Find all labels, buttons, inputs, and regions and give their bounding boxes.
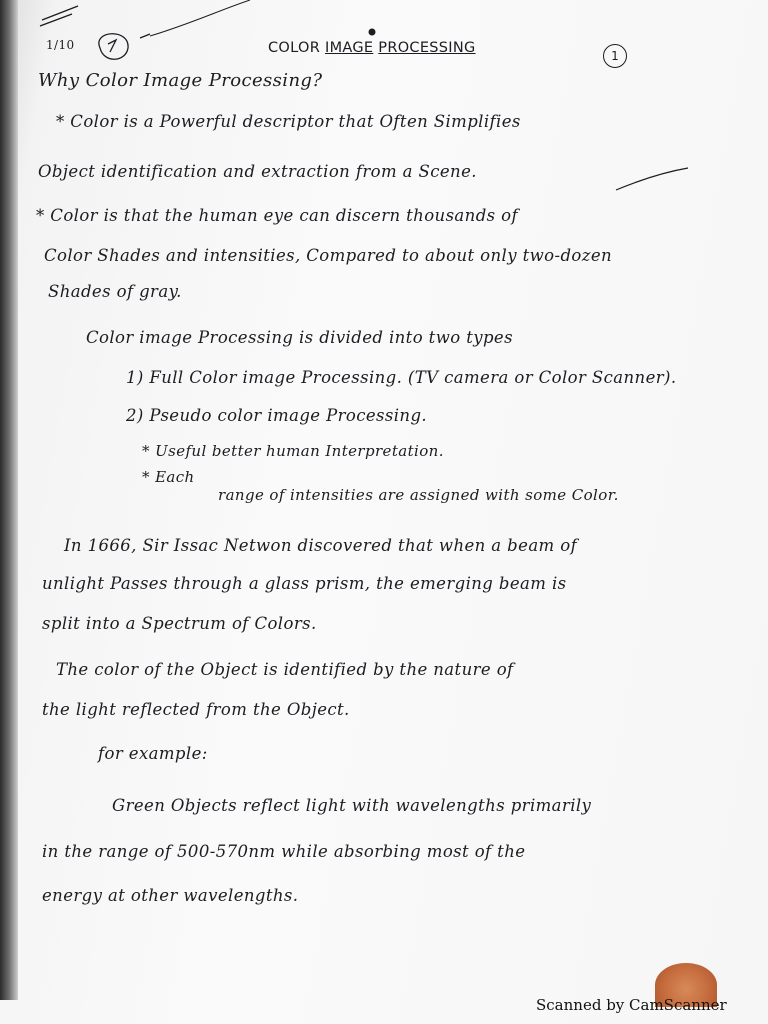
list-subitem: * Each — [142, 468, 195, 486]
title-part-color: COLOR — [268, 40, 325, 56]
list-item: 2) Pseudo color image Processing. — [126, 406, 428, 425]
list-item: 1) Full Color image Processing. (TV camera or Color Scanner). — [126, 368, 677, 387]
margin-stroke — [616, 168, 688, 190]
page-number: 1 — [603, 44, 627, 68]
paragraph-line: the light reflected from the Object. — [42, 700, 350, 719]
paragraph-line: energy at other wavelengths. — [42, 886, 299, 905]
paragraph-line: in the range of 500-570nm while absorbing most of the — [42, 842, 526, 861]
page-title — [268, 40, 476, 56]
paragraph-line: * Color is a Powerful descriptor that Often Simplifies — [56, 112, 521, 131]
section-heading: Why Color Image Processing? — [38, 70, 323, 91]
list-subitem: range of intensities are assigned with some Color. — [218, 486, 619, 504]
paragraph-line: * Color is that the human eye can discern thousands of — [36, 206, 519, 225]
corner-note: 1/10 — [46, 38, 75, 52]
corner-scribble — [40, 6, 78, 26]
paragraph-line: In 1666, Sir Issac Netwon discovered that when a beam of — [64, 536, 578, 555]
title-part-processing: PROCESSING — [378, 40, 476, 56]
title-part-image: IMAGE — [325, 40, 374, 56]
list-subitem: * Useful better human Interpretation. — [142, 442, 444, 460]
top-pen-line — [150, 0, 250, 36]
initials-doodle — [99, 34, 150, 60]
paragraph-line: Green Objects reflect light with wavelengths primarily — [112, 796, 592, 815]
scanner-watermark: Scanned by CamScanner — [536, 996, 727, 1014]
paragraph-line: Object identification and extraction from a Scene. — [38, 162, 477, 181]
paragraph-line: unlight Passes through a glass prism, the emerging beam is — [42, 574, 567, 593]
paragraph-line: Color Shades and intensities, Compared to about only two-dozen — [44, 246, 613, 265]
paragraph-line: Color image Processing is divided into two types — [86, 328, 513, 347]
paragraph-line: Shades of gray. — [48, 282, 182, 301]
paragraph-line: split into a Spectrum of Colors. — [42, 614, 317, 633]
paragraph-line: The color of the Object is identified by the nature of — [56, 660, 514, 679]
ink-dot — [369, 29, 376, 36]
example-label: for example: — [98, 744, 208, 763]
